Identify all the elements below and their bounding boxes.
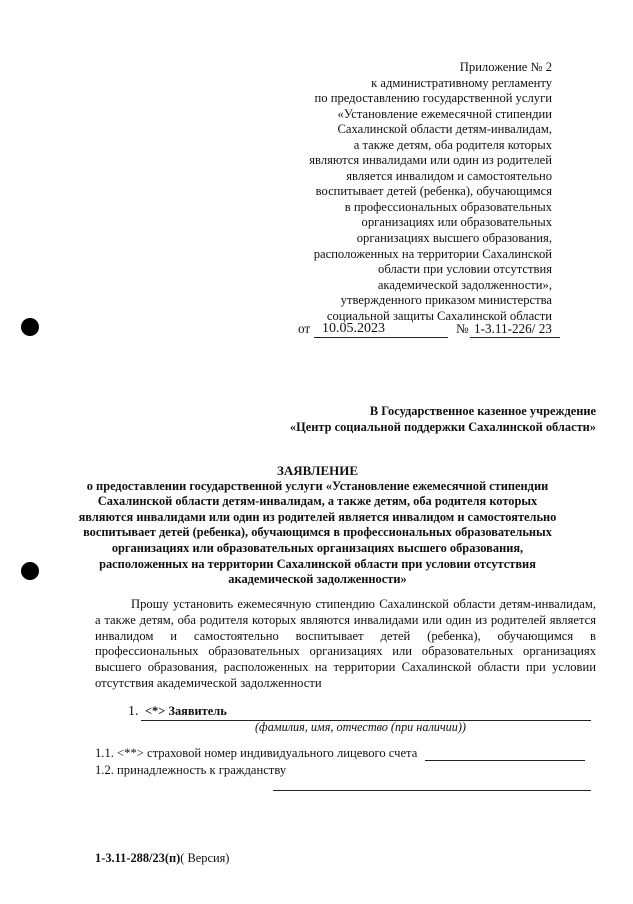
appendix-line: утвержденного приказом министерства: [340, 293, 552, 308]
appendix-line: воспитывает детей (ребенка), обучающимся: [315, 184, 552, 199]
number-value: 1-3.11-226/ 23: [474, 321, 552, 336]
title-line: расположенных на территории Сахалинской области при условии отсутствия: [99, 556, 536, 571]
appendix-line: по предоставлению государственной услуги: [314, 91, 552, 106]
document-title: [40, 463, 595, 588]
appendix-line: области при условии отсутствия: [378, 262, 552, 277]
appendix-block: [290, 60, 552, 324]
appendix-line: расположенных на территории Сахалинской: [313, 246, 552, 261]
title-line: являются инвалидами или один из родителей является инвалидом и самостоятельно: [78, 509, 557, 524]
appendix-line: в профессиональных образовательных: [344, 199, 552, 214]
appendix-line: социальной защиты Сахалинской области: [326, 308, 552, 323]
appendix-line: организациях или образовательных: [361, 215, 552, 230]
snils-field[interactable]: [95, 744, 590, 762]
applicant-field[interactable]: [128, 703, 591, 721]
addressee: [290, 403, 596, 435]
date-underline: [314, 337, 448, 338]
title-line: Сахалинской области детям-инвалидам, а также детям, оба родителя которых: [97, 494, 538, 509]
appendix-line: «Установление ежемесячной стипендии: [337, 106, 552, 121]
title-heading: ЗАЯВЛЕНИЕ: [276, 463, 359, 478]
snils-label: 1.1. <**> страховой номер индивидуального лицевого счета: [95, 746, 418, 760]
number-underline: [470, 337, 560, 338]
punch-hole-top: [21, 318, 39, 336]
applicant-label: <*> Заявитель: [145, 704, 227, 718]
number-label: №: [456, 321, 469, 336]
citizenship-label: 1.2. принадлежность к гражданству: [95, 763, 287, 777]
applicant-hint: (фамилия, имя, отчество (при наличии)): [255, 720, 466, 734]
appendix-line: Сахалинской области детям-инвалидам,: [337, 122, 552, 137]
date-value: 10.05.2023: [322, 321, 385, 336]
date-label: от: [298, 321, 311, 336]
request-paragraph: Прошу установить ежемесячную стипендию Сахалинской области детям-инвалидам, а также детям, оба родителя которых являются инвалидами или один из родителей является инвалидом и самостоятельно воспитывает детей (ребенка), обучающимся в профессиональных образовательных организациях или образовательных организациях высшего образования, расположенных на территории Сахалинской области при условии отсутствия академической задолженности: [95, 597, 596, 690]
appendix-line: к административному регламенту: [371, 75, 552, 90]
footer-version: ( Версия): [180, 851, 230, 865]
snils-underline: [425, 760, 585, 761]
footer-code: 1-3.11-288/23(п): [95, 851, 181, 865]
appendix-line: академической задолженности»,: [377, 277, 552, 292]
appendix-line: а также детям, оба родителя которых: [353, 137, 552, 152]
title-line: академической задолженности»: [228, 572, 407, 587]
item-number: 1.: [128, 704, 139, 719]
appendix-line: являются инвалидами или один из родителей: [309, 153, 552, 168]
title-line: организациях или образовательных организациях высшего образования,: [111, 540, 524, 555]
addressee-line-2: «Центр социальной поддержки Сахалинской области»: [289, 420, 596, 434]
order-date-number: [298, 319, 560, 339]
appendix-line: является инвалидом и самостоятельно: [346, 168, 552, 183]
punch-hole-bottom: [21, 562, 39, 580]
citizenship-underline[interactable]: [273, 790, 591, 791]
title-line: воспитывает детей (ребенка), обучающимся в профессиональных образовательных: [83, 525, 552, 540]
addressee-line-1: В Государственное казенное учреждение: [369, 404, 596, 418]
document-footer: [95, 851, 229, 866]
appendix-line: организациях высшего образования,: [356, 231, 552, 246]
appendix-line: Приложение № 2: [459, 60, 552, 74]
title-line: о предоставлении государственной услуги «Установление ежемесячной стипендии: [86, 478, 549, 493]
